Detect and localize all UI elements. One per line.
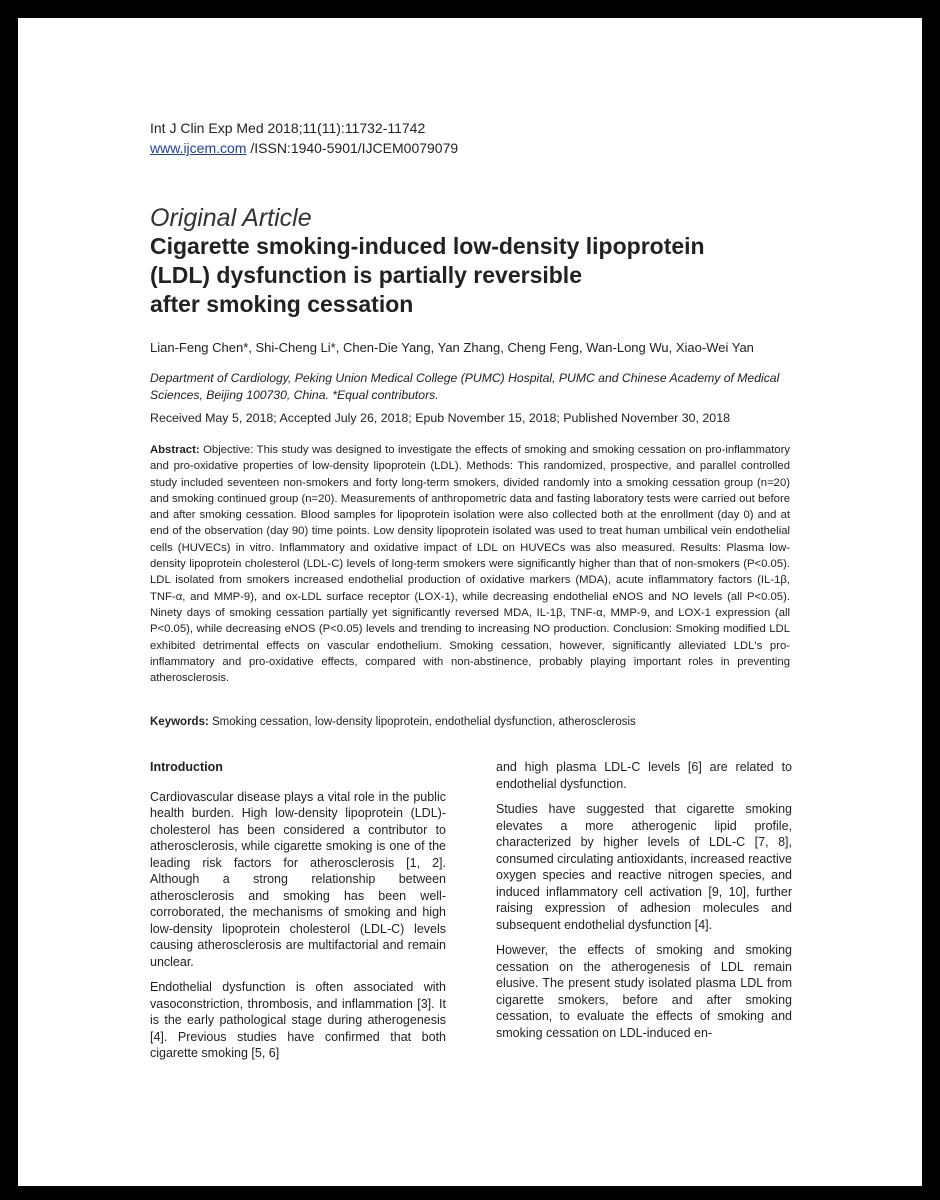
journal-url-link[interactable]: www.ijcem.com	[150, 140, 247, 156]
keywords-label: Keywords:	[150, 716, 209, 728]
body-paragraph: Studies have suggested that cigarette smoking elevates a more atherogenic lipid profile, characterized by higher levels of LDL-C [7, 8], consumed circulating antioxidants, increased reactive oxygen species and reactive nitrogen species, and induced inflammatory cell activation [9, 10], further raising expression of adhesion molecules and subsequent endothelial dysfunction [4].	[496, 802, 792, 932]
article-type: Original Article	[150, 204, 312, 232]
journal-url-line	[150, 138, 458, 158]
body-paragraph: Cardiovascular disease plays a vital role in the public health burden. High low-density lipoprotein (LDL)-cholesterol has been considered a contributor to atherosclerosis, while cigarette smoking is one of the leading risk factors for atherosclerosis [1, 2]. Although a strong relationship between atherosclerosis and smoking has been well-corroborated, the mechanisms of smoking and high low-density lipoprotein cholesterol (LDL-C) levels causing atherosclerosis are multifactorial and remain unclear.	[150, 789, 446, 969]
section-heading-introduction: Introduction	[150, 760, 223, 774]
keywords-text: Smoking cessation, low-density lipoprotein, endothelial dysfunction, atherosclerosis	[208, 716, 636, 728]
journal-citation: Int J Clin Exp Med 2018;11(11):11732-11742	[150, 120, 426, 136]
publication-dates: Received May 5, 2018; Accepted July 26, 2018; Epub November 15, 2018; Published November 30, 2018	[150, 411, 730, 425]
abstract-label: Abstract:	[150, 444, 200, 456]
abstract-text: Objective: This study was designed to investigate the effects of smoking and smoking cessation on pro-inflammatory and pro-oxidative properties of low-density lipoprotein (LDL). Methods: This randomized, prospective, and parallel controlled study included seventeen non-smokers and forty long-term smokers, divided randomly into a smoking cessation group (n=20) and smoking continued group (n=20). Measurements of anthropometric data and fasting laboratory tests were carried out before and after smoking cessation. Blood samples for lipoprotein isolation were also collected both at the enrollment (day 0) and at end of the observation (day 90) time points. Low density lipoprotein isolated was used to treat human umbilical vein endothelial cells (HUVECs) in vitro. Inflammatory and oxidative impact of LDL on HUVECs was also measured. Results: Plasma low-density lipoprotein cholesterol (LDL-C) levels of long-term smokers were significantly higher than that of non-smokers (P<0.05). LDL isolated from smokers increased endothelial production of oxidative markers (MDA), acute inflammatory factors (IL-1β, TNF-α, and MMP-9), and ox-LDL surface receptor (LOX-1), while decreasing endothelial eNOS and NO levels (all P<0.05). Ninety days of smoking cessation partially yet significantly reversed MDA, IL-1β, TNF-α, MMP-9, and LOX-1 expression (all P<0.05), while decreasing eNOS (P<0.05) levels and trending to increasing NO production. Conclusion: Smoking modified LDL exhibited detrimental effects on vascular endothelium. Smoking cessation, however, significantly alleviated LDL's pro-inflammatory and pro-oxidative effects, compared with non-abstinence, probably playing important roles in preventing atherosclerosis.	[150, 444, 790, 685]
body-paragraph: However, the effects of smoking and smoking cessation on the atherogenesis of LDL remain elusive. The present study isolated plasma LDL from cigarette smokers, before and after smoking cessation, to evaluate the effects of smoking and smoking cessation on LDL-induced en-	[496, 943, 792, 1040]
paper-page	[18, 18, 922, 1186]
abstract	[150, 442, 790, 686]
author-list: Lian-Feng Chen*, Shi-Cheng Li*, Chen-Die Yang, Yan Zhang, Cheng Feng, Wan-Long Wu, Xiao-Wei Yan	[150, 340, 754, 355]
article-title	[150, 232, 810, 319]
journal-issn: /ISSN:1940-5901/IJCEM0079079	[246, 140, 459, 156]
body-paragraph: and high plasma LDL-C levels [6] are related to endothelial dysfunction.	[496, 760, 792, 791]
journal-header	[150, 118, 458, 158]
title-line: (LDL) dysfunction is partially reversible	[150, 262, 582, 288]
body-column-left	[150, 759, 446, 1071]
affiliation: Department of Cardiology, Peking Union Medical College (PUMC) Hospital, PUMC and Chinese Academy of Medical Sciences, Beijing 100730, China. *Equal contributors.	[150, 371, 780, 402]
title-line: Cigarette smoking-induced low-density lipoprotein	[150, 233, 705, 259]
keywords	[150, 714, 636, 730]
body-column-right	[496, 759, 792, 1050]
body-paragraph: Endothelial dysfunction is often associated with vasoconstriction, thrombosis, and inflammation [3]. It is the early pathological stage during atherogenesis [4]. Previous studies have confirmed that both cigarette smoking [5, 6]	[150, 980, 446, 1060]
title-line: after smoking cessation	[150, 291, 414, 317]
